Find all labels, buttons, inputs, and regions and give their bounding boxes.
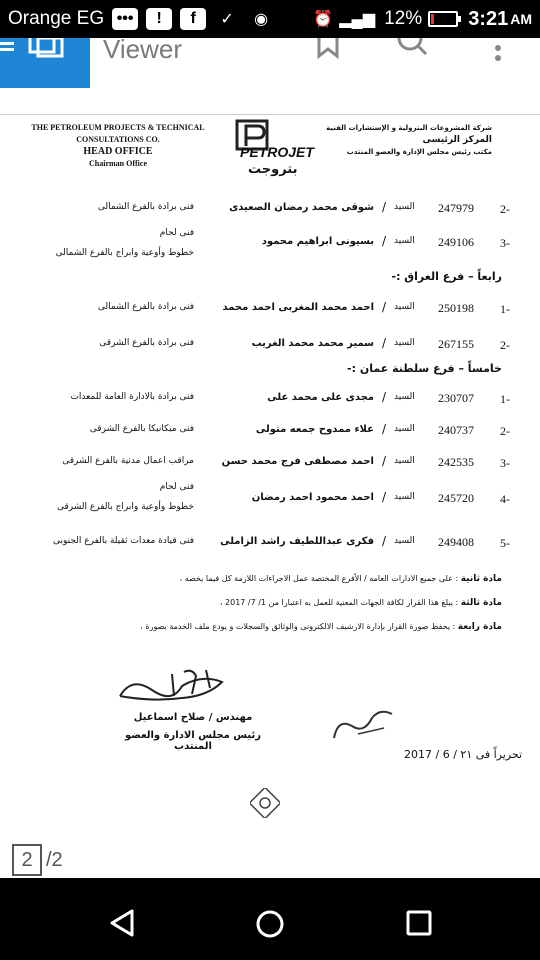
signatory-title: مهندس / صلاح اسماعيل bbox=[133, 712, 253, 723]
employee-name: شوقى محمد رمضان الصعيدى bbox=[229, 202, 374, 213]
separator-slash: / bbox=[382, 234, 387, 248]
table-row bbox=[0, 482, 540, 530]
row-number: 1- bbox=[500, 392, 510, 406]
separator-slash: / bbox=[382, 490, 387, 504]
employee-job: فنى لحام bbox=[159, 482, 194, 492]
employee-code: 240737 bbox=[438, 423, 474, 437]
table-row bbox=[0, 422, 540, 442]
salutation: السيد bbox=[394, 424, 415, 434]
total-pages: /2 bbox=[46, 848, 63, 871]
employee-name: علاء ممدوح جمعه متولى bbox=[255, 424, 374, 435]
row-number: 2- bbox=[500, 202, 510, 216]
separator-slash: / bbox=[382, 534, 387, 548]
salutation: السيد bbox=[394, 492, 415, 502]
employee-job: فنى برادة بالفرع الشرقى bbox=[99, 338, 194, 348]
second-signature-icon bbox=[328, 704, 398, 744]
section-heading-oman: خامساً – فرع سلطنة عمان :- bbox=[347, 362, 502, 375]
employee-code: 230707 bbox=[438, 391, 474, 405]
salutation: السيد bbox=[394, 536, 415, 546]
salutation: السيد bbox=[394, 236, 415, 246]
employee-job: فنى ميكانيكا بالفرع الشرقى bbox=[89, 424, 194, 434]
article-4 bbox=[62, 622, 502, 632]
employee-name: سمير محمد محمد الغريب bbox=[251, 338, 374, 349]
header-ar-line3: مكتب رئيس مجلس الإدارة والعضو المنتدب bbox=[346, 148, 492, 156]
pages-icon[interactable] bbox=[28, 38, 64, 62]
header-en-line1: THE PETROLEUM PROJECTS & TECHNICAL bbox=[31, 123, 205, 132]
salutation: السيد bbox=[394, 392, 415, 402]
separator-slash: / bbox=[382, 336, 387, 350]
row-number: 3- bbox=[500, 236, 510, 250]
employee-code: 249106 bbox=[438, 235, 474, 249]
article-3-label: مادة ثالثة bbox=[460, 598, 502, 608]
clock-time: 3:21 bbox=[468, 7, 509, 30]
alarm-icon: ⏰ bbox=[313, 11, 334, 28]
alert-icon: ! bbox=[146, 8, 172, 30]
separator-slash: / bbox=[382, 300, 387, 314]
salutation: السيد bbox=[394, 202, 415, 212]
check-icon: ✓ bbox=[220, 11, 234, 28]
employee-job-detail: خطوط وأوعية وابراج بالفرع الشمالى bbox=[55, 248, 194, 258]
battery-percent: 12% bbox=[384, 8, 423, 29]
table-row bbox=[0, 228, 540, 274]
table-row bbox=[0, 336, 540, 356]
employee-code: 250198 bbox=[438, 301, 474, 315]
carrier-name: Orange EG bbox=[8, 8, 105, 29]
salutation: السيد bbox=[394, 302, 415, 312]
article-2-text: : على جميع الادارات العامه / الأفرع المختصة عمل الاجراءات اللازمة كل فيما يخصه ، bbox=[179, 574, 459, 583]
table-row bbox=[0, 454, 540, 474]
employee-code: 247979 bbox=[438, 201, 474, 215]
battery-fill bbox=[431, 14, 434, 24]
header-english bbox=[28, 122, 208, 170]
separator-slash: / bbox=[382, 422, 387, 436]
employee-name: احمد محمد المغربى احمد محمد bbox=[222, 302, 374, 313]
table-row bbox=[0, 390, 540, 410]
employee-job: فنى برادة بالادارة العامة للمعدات bbox=[70, 392, 194, 402]
home-icon[interactable] bbox=[254, 908, 286, 944]
header-ar-line2: المركز الرئيسى bbox=[422, 135, 492, 145]
employee-name: مجدى على محمد على bbox=[267, 392, 374, 403]
messenger-dots-icon: ••• bbox=[112, 8, 138, 30]
logo-text-en: PETROJET bbox=[240, 144, 314, 160]
status-bar bbox=[0, 0, 540, 38]
messenger-icon: ◉ bbox=[254, 11, 269, 28]
row-number: 2- bbox=[500, 424, 510, 438]
header-arabic bbox=[292, 122, 492, 158]
table-row bbox=[0, 300, 540, 320]
page-indicator[interactable] bbox=[12, 843, 63, 877]
battery-icon bbox=[428, 11, 458, 27]
employee-job: فنى قيادة معدات ثقيلة بالفرع الجنوبى bbox=[52, 536, 194, 546]
article-2 bbox=[62, 574, 502, 584]
app-toolbar bbox=[0, 38, 540, 88]
row-number: 1- bbox=[500, 302, 510, 316]
article-3-text: : يبلغ هذا القرار لكافة الجهات المعنية للعمل به اعتبارا من 1/ 7/ 2017 ، bbox=[219, 598, 459, 607]
employee-name: احمد محمود احمد رمضان bbox=[251, 492, 374, 503]
header-en-line2: CONSULTATIONS CO. bbox=[76, 135, 160, 144]
section-heading-iraq: رابعاً – فرع العراق :- bbox=[391, 270, 502, 283]
back-icon[interactable] bbox=[108, 908, 136, 942]
recents-icon[interactable] bbox=[404, 908, 434, 942]
employee-job-detail: خطوط وأوعية وابراج بالفرع الشرقى bbox=[56, 502, 194, 512]
toolbar-title: Viewer bbox=[103, 38, 183, 64]
row-number: 5- bbox=[500, 536, 510, 550]
document-page bbox=[0, 88, 540, 878]
employee-name: فكرى عبداللطيف راشد الزاملى bbox=[220, 536, 374, 547]
row-number: 2- bbox=[500, 338, 510, 352]
article-4-text: : يحفظ صورة القرار بإدارة الارشيف الالكترونى والوثائق والسجلات و يودع ملف الخدمة بصورة ، bbox=[140, 622, 456, 631]
employee-code: 245720 bbox=[438, 491, 474, 505]
employee-job: فنى برادة بالفرع الشمالى bbox=[97, 202, 194, 212]
clock-ampm: AM bbox=[510, 11, 532, 27]
document-date: تحريراً فى ٢١ / 6 / 2017 bbox=[404, 748, 523, 761]
article-2-label: مادة ثانية bbox=[460, 574, 502, 584]
document-viewport[interactable] bbox=[0, 88, 540, 878]
menu-icon[interactable] bbox=[0, 42, 14, 62]
salutation: السيد bbox=[394, 456, 415, 466]
article-4-label: مادة رابعة bbox=[457, 622, 502, 632]
signal-icon: ▂▄▆ bbox=[339, 11, 376, 28]
employee-code: 242535 bbox=[438, 455, 474, 469]
system-nav-bar bbox=[0, 878, 540, 960]
table-row bbox=[0, 534, 540, 554]
current-page-number[interactable]: 2 bbox=[12, 844, 42, 876]
logo-text-ar: بتروجت bbox=[248, 162, 298, 177]
table-row bbox=[0, 200, 540, 220]
search-icon[interactable] bbox=[396, 38, 428, 65]
header-en-line3: HEAD OFFICE bbox=[83, 146, 153, 157]
employee-job: فنى لحام bbox=[159, 228, 194, 238]
employee-job: مراقب اعمال مدنية بالفرع الشرقى bbox=[62, 456, 194, 466]
signatory-role: رئيس مجلس الادارة والعضو المنتدب bbox=[124, 730, 262, 752]
article-3 bbox=[62, 598, 502, 608]
employee-code: 267155 bbox=[438, 337, 474, 351]
employee-job: فنى برادة بالفرع الشمالى bbox=[97, 302, 194, 312]
row-number: 4- bbox=[500, 492, 510, 506]
separator-slash: / bbox=[382, 390, 387, 404]
separator-slash: / bbox=[382, 200, 387, 214]
bookmark-icon[interactable] bbox=[316, 38, 340, 67]
header-en-line4: Chairman Office bbox=[89, 159, 147, 168]
employee-name: بسيونى ابراهيم محمود bbox=[261, 236, 374, 247]
toolbar-accent bbox=[0, 38, 90, 88]
salutation: السيد bbox=[394, 338, 415, 348]
separator-slash: / bbox=[382, 454, 387, 468]
employee-name: احمد مصطفى فرج محمد حسن bbox=[221, 456, 374, 467]
chairman-signature-icon bbox=[112, 666, 242, 710]
facebook-icon: f bbox=[180, 8, 206, 30]
page-seal-icon bbox=[250, 788, 280, 818]
row-number: 3- bbox=[500, 456, 510, 470]
employee-code: 249408 bbox=[438, 535, 474, 549]
header-ar-line1: شركة المشروعات البترولية و الإستشارات الفنية bbox=[326, 124, 492, 132]
more-vert-icon[interactable] bbox=[494, 42, 502, 72]
